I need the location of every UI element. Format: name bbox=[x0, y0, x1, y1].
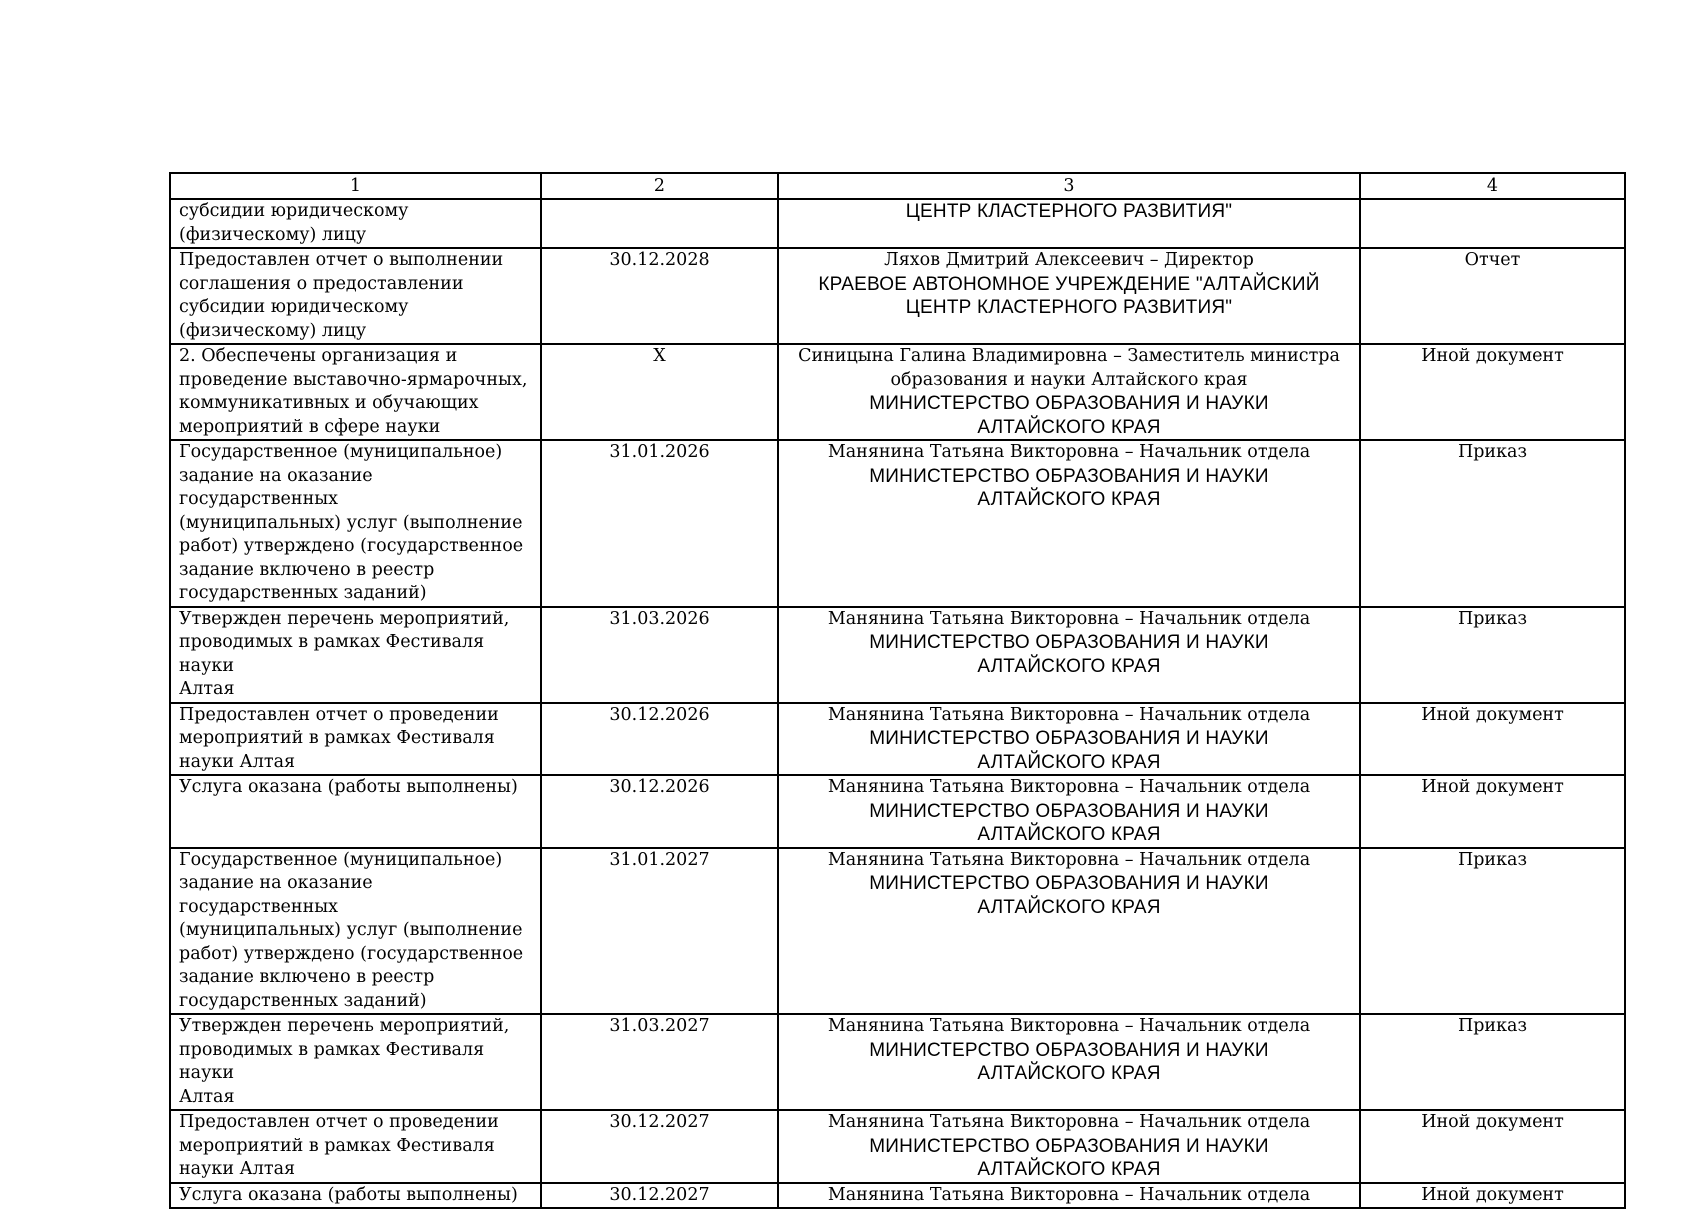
organization-name-line: МИНИСТЕРСТВО ОБРАЗОВАНИЯ И НАУКИ bbox=[869, 1039, 1269, 1061]
organization-name-line: ЦЕНТР КЛАСТЕРНОГО РАЗВИТИЯ" bbox=[905, 201, 1233, 222]
description-line: задание на оказание государственных bbox=[179, 873, 373, 917]
cell-responsible bbox=[778, 1183, 1360, 1209]
table-row bbox=[170, 848, 1625, 1015]
description-line: науки Алтая bbox=[179, 751, 296, 772]
description-line: коммуникативных и обучающих bbox=[179, 393, 479, 413]
organization-name-line: АЛТАЙСКОГО КРАЯ bbox=[977, 896, 1161, 918]
responsible-person: Ляхов Дмитрий Алексеевич – Директор bbox=[884, 250, 1254, 270]
cell-responsible bbox=[778, 248, 1360, 344]
organization-name-line: КРАЕВОЕ АВТОНОМНОЕ УЧРЕЖДЕНИЕ "АЛТАЙСКИЙ bbox=[818, 273, 1320, 295]
description-line: мероприятий в рамках Фестиваля bbox=[179, 1135, 495, 1156]
cell-responsible bbox=[778, 848, 1360, 1015]
description-line: работ) утверждено (государственное bbox=[179, 943, 524, 964]
description-line: Предоставлен отчет о проведении bbox=[179, 1112, 499, 1132]
organization-name-line: АЛТАЙСКОГО КРАЯ bbox=[977, 751, 1161, 773]
header-cell-3: 3 bbox=[778, 173, 1360, 199]
cell-date: 31.03.2026 bbox=[541, 607, 778, 703]
responsible-person: Манянина Татьяна Викторовна – Начальник отдела bbox=[827, 849, 1311, 870]
header-cell-2: 2 bbox=[541, 173, 778, 199]
cell-responsible bbox=[778, 1110, 1360, 1183]
description-line: задание включено в реестр bbox=[179, 967, 435, 987]
organization-name-line: АЛТАЙСКОГО КРАЯ bbox=[977, 1063, 1161, 1084]
cell-date: 31.01.2027 bbox=[541, 848, 778, 1015]
organization-name-line: АЛТАЙСКОГО КРАЯ bbox=[977, 655, 1161, 677]
description-line: науки Алтая bbox=[179, 1159, 296, 1179]
description-line: субсидии юридическому bbox=[179, 297, 409, 317]
cell-description bbox=[170, 703, 541, 776]
organization-name-line: МИНИСТЕРСТВО ОБРАЗОВАНИЯ И НАУКИ bbox=[869, 873, 1269, 894]
header-cell-1: 1 bbox=[170, 173, 541, 199]
table-row bbox=[170, 248, 1625, 344]
table-row bbox=[170, 703, 1625, 776]
table-row bbox=[170, 440, 1625, 607]
description-line: задание включено в реестр bbox=[179, 559, 435, 580]
document-table bbox=[169, 172, 1626, 1209]
cell-date: X bbox=[541, 344, 778, 440]
cell-document-type bbox=[1360, 199, 1625, 248]
cell-responsible bbox=[778, 1014, 1360, 1110]
cell-responsible bbox=[778, 607, 1360, 703]
description-line: Государственное (муниципальное) bbox=[179, 849, 503, 870]
description-line: государственных заданий) bbox=[179, 583, 427, 603]
cell-description bbox=[170, 248, 541, 344]
cell-description bbox=[170, 440, 541, 607]
description-line: Государственное (муниципальное) bbox=[179, 442, 503, 462]
organization-name-line: МИНИСТЕРСТВО ОБРАЗОВАНИЯ И НАУКИ bbox=[869, 728, 1269, 749]
cell-date: 30.12.2027 bbox=[541, 1110, 778, 1183]
description-line: задание на оказание государственных bbox=[179, 465, 373, 509]
header-cell-4: 4 bbox=[1360, 173, 1625, 199]
description-line: работ) утверждено (государственное bbox=[179, 536, 524, 556]
cell-description bbox=[170, 1183, 541, 1209]
cell-date: 30.12.2027 bbox=[541, 1183, 778, 1209]
organization-name-line: МИНИСТЕРСТВО ОБРАЗОВАНИЯ И НАУКИ bbox=[869, 465, 1269, 487]
table-row bbox=[170, 199, 1625, 248]
organization-name-line: АЛТАЙСКОГО КРАЯ bbox=[977, 489, 1161, 510]
organization-name-line: МИНИСТЕРСТВО ОБРАЗОВАНИЯ И НАУКИ bbox=[869, 632, 1269, 653]
cell-document-type: Приказ bbox=[1360, 1014, 1625, 1110]
cell-responsible bbox=[778, 440, 1360, 607]
cell-document-type: Приказ bbox=[1360, 440, 1625, 607]
responsible-person: Манянина Татьяна Викторовна – Начальник отдела bbox=[827, 442, 1311, 462]
cell-responsible bbox=[778, 703, 1360, 776]
cell-date: 30.12.2026 bbox=[541, 703, 778, 776]
responsible-person: Синицына Галина Владимировна – Заместитель министра bbox=[798, 346, 1340, 366]
description-line: проведение выставочно-ярмарочных, bbox=[179, 369, 528, 390]
organization-name-line: МИНИСТЕРСТВО ОБРАЗОВАНИЯ И НАУКИ bbox=[869, 1135, 1269, 1157]
cell-responsible bbox=[778, 199, 1360, 248]
cell-description bbox=[170, 344, 541, 440]
description-line: субсидии юридическому bbox=[179, 201, 409, 221]
organization-name-line: АЛТАЙСКОГО КРАЯ bbox=[977, 824, 1161, 845]
cell-document-type: Приказ bbox=[1360, 607, 1625, 703]
cell-responsible bbox=[778, 775, 1360, 848]
organization-name-line: МИНИСТЕРСТВО ОБРАЗОВАНИЯ И НАУКИ bbox=[869, 393, 1269, 414]
cell-date: 31.01.2026 bbox=[541, 440, 778, 607]
responsible-person: Манянина Татьяна Викторовна – Начальник отдела bbox=[827, 1112, 1311, 1132]
description-line: Алтая bbox=[179, 679, 235, 699]
description-line: Предоставлен отчет о выполнении bbox=[179, 250, 504, 270]
cell-description bbox=[170, 199, 541, 248]
cell-document-type: Иной документ bbox=[1360, 703, 1625, 776]
description-line: (физическому) лицу bbox=[179, 320, 367, 341]
description-line: Утвержден перечень мероприятий, bbox=[179, 608, 510, 629]
description-line: (муниципальных) услуг (выполнение bbox=[179, 512, 523, 533]
responsible-person: Манянина Татьяна Викторовна – Начальник отдела bbox=[827, 1016, 1311, 1036]
description-line: 2. Обеспечены организация и bbox=[179, 346, 458, 366]
description-line: мероприятий в рамках Фестиваля bbox=[179, 728, 495, 748]
cell-document-type: Отчет bbox=[1360, 248, 1625, 344]
organization-name-line: АЛТАЙСКОГО КРАЯ bbox=[977, 416, 1161, 438]
description-line: Предоставлен отчет о проведении bbox=[179, 704, 499, 725]
organization-name-line: ЦЕНТР КЛАСТЕРНОГО РАЗВИТИЯ" bbox=[905, 297, 1233, 318]
cell-date: 30.12.2028 bbox=[541, 248, 778, 344]
description-line: Алтая bbox=[179, 1086, 235, 1107]
cell-description bbox=[170, 775, 541, 848]
cell-date bbox=[541, 199, 778, 248]
description-line: Утвержден перечень мероприятий, bbox=[179, 1016, 510, 1036]
cell-description bbox=[170, 848, 541, 1015]
table-row bbox=[170, 344, 1625, 440]
responsible-person: Манянина Татьяна Викторовна – Начальник отдела bbox=[827, 704, 1311, 725]
responsible-person-position: образования и науки Алтайского края bbox=[890, 369, 1248, 390]
organization-name-line: МИНИСТЕРСТВО ОБРАЗОВАНИЯ И НАУКИ bbox=[869, 800, 1269, 822]
table-row bbox=[170, 607, 1625, 703]
description-line: государственных заданий) bbox=[179, 990, 427, 1011]
cell-description bbox=[170, 1014, 541, 1110]
description-line: (физическому) лицу bbox=[179, 224, 367, 245]
table-row bbox=[170, 1014, 1625, 1110]
description-line: соглашения о предоставлении bbox=[179, 273, 464, 294]
description-line: Услуга оказана (работы выполнены) bbox=[179, 777, 518, 797]
cell-document-type: Иной документ bbox=[1360, 344, 1625, 440]
responsible-person: Манянина Татьяна Викторовна – Начальник отдела bbox=[827, 1184, 1311, 1205]
table-row bbox=[170, 1183, 1625, 1209]
cell-responsible bbox=[778, 344, 1360, 440]
description-line: мероприятий в сфере науки bbox=[179, 416, 441, 437]
description-line: (муниципальных) услуг (выполнение bbox=[179, 920, 523, 940]
header-row bbox=[170, 173, 1625, 199]
responsible-person: Манянина Татьяна Викторовна – Начальник отдела bbox=[827, 608, 1311, 629]
cell-date: 31.03.2027 bbox=[541, 1014, 778, 1110]
table-row bbox=[170, 1110, 1625, 1183]
cell-date: 30.12.2026 bbox=[541, 775, 778, 848]
description-line: проводимых в рамках Фестиваля науки bbox=[179, 632, 485, 676]
table-row bbox=[170, 775, 1625, 848]
table-body bbox=[170, 199, 1625, 1208]
cell-description bbox=[170, 607, 541, 703]
responsible-person: Манянина Татьяна Викторовна – Начальник отдела bbox=[827, 777, 1311, 797]
description-line: Услуга оказана (работы выполнены) bbox=[179, 1184, 518, 1205]
description-line: проводимых в рамках Фестиваля науки bbox=[179, 1039, 485, 1083]
cell-document-type: Иной документ bbox=[1360, 1183, 1625, 1209]
cell-document-type: Приказ bbox=[1360, 848, 1625, 1015]
organization-name-line: АЛТАЙСКОГО КРАЯ bbox=[977, 1159, 1161, 1180]
cell-document-type: Иной документ bbox=[1360, 1110, 1625, 1183]
cell-description bbox=[170, 1110, 541, 1183]
cell-document-type: Иной документ bbox=[1360, 775, 1625, 848]
